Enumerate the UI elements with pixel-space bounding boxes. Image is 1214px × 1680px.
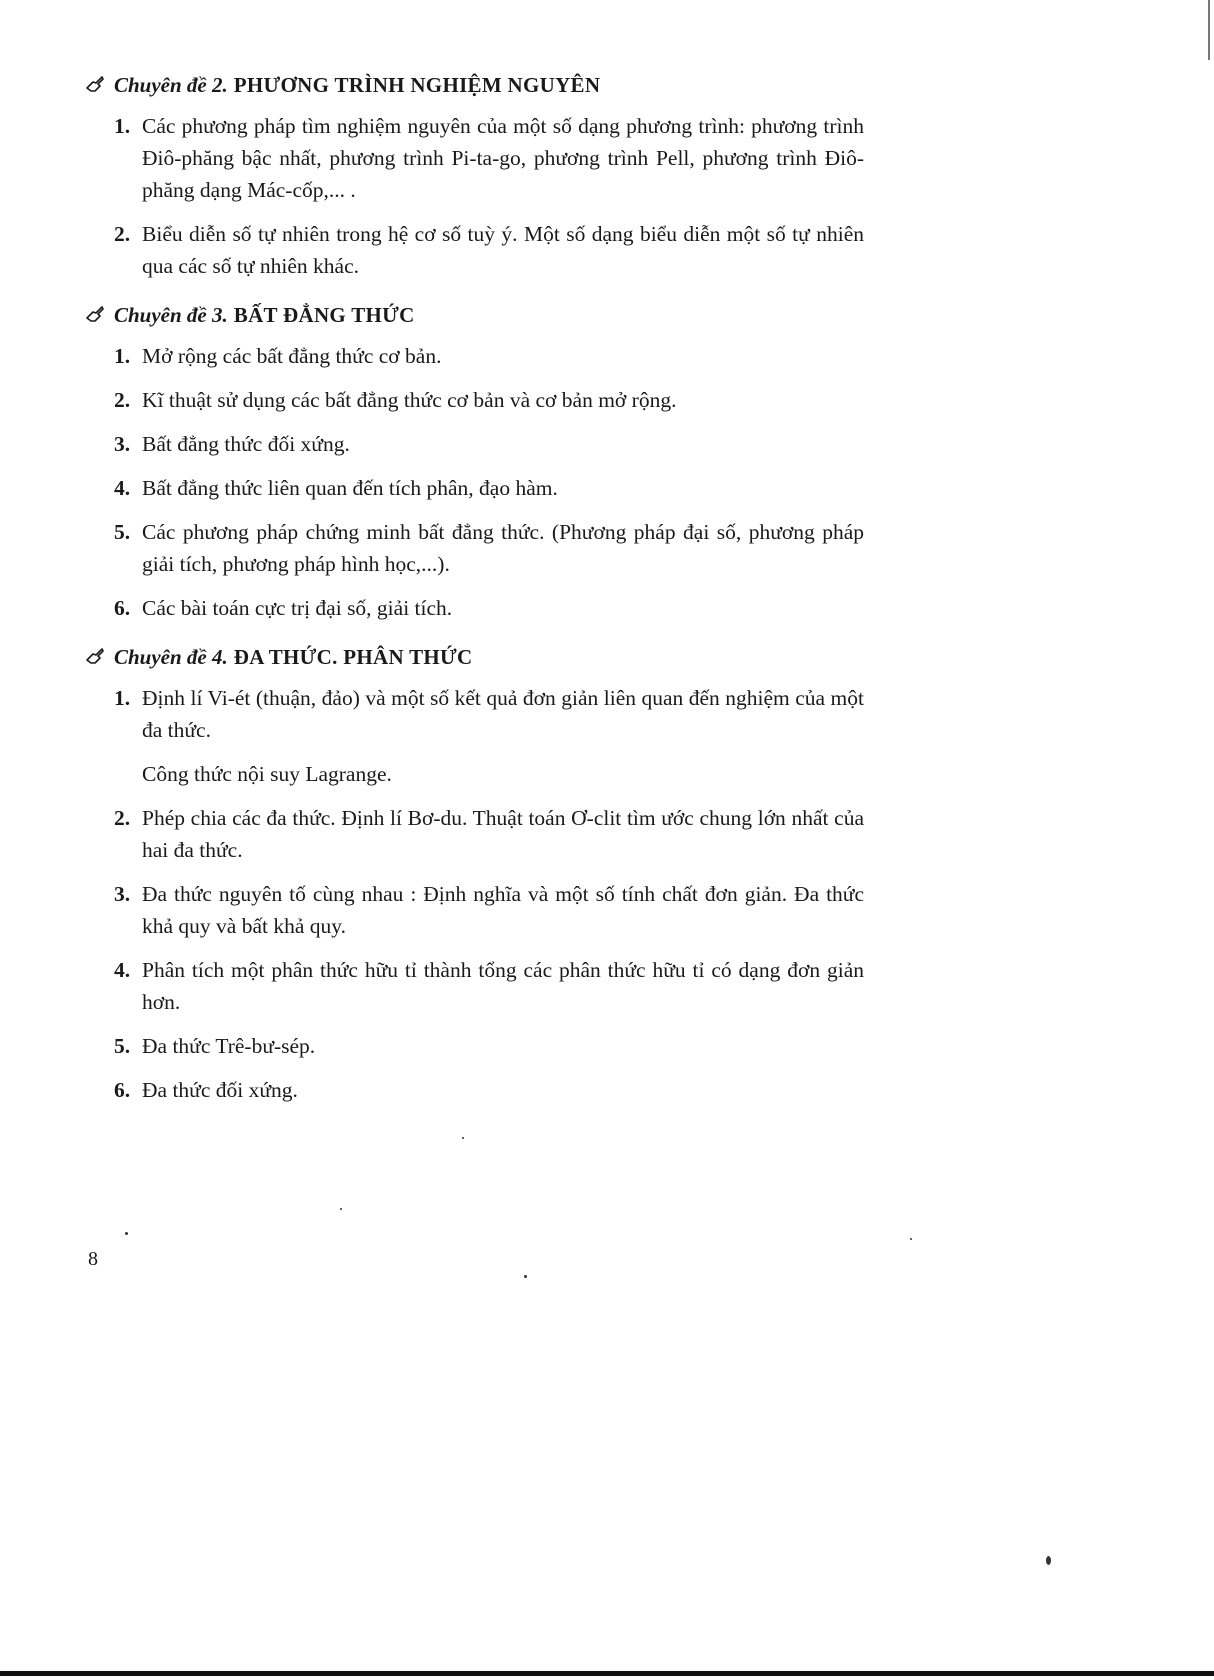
item-text: Bất đẳng thức đối xứng. (142, 432, 350, 456)
section-chuyen-de-4 (84, 642, 864, 1106)
item-number: 3. (114, 432, 131, 456)
item-text: Mở rộng các bất đẳng thức cơ bản. (142, 344, 442, 368)
list-item (84, 110, 864, 206)
item-number: 3. (114, 882, 131, 906)
item-number: 4. (114, 958, 131, 982)
item-text: Định lí Vi-ét (thuận, đảo) và một số kết quả đơn giản liên quan đến nghiệm của một đa thức. (142, 686, 864, 742)
item-number: 5. (114, 520, 131, 544)
list-item (84, 802, 864, 866)
list-item (84, 1030, 864, 1062)
item-number: 2. (114, 806, 131, 830)
section-prefix: Chuyên đề 2. (114, 73, 228, 97)
item-text: Kĩ thuật sử dụng các bất đẳng thức cơ bản và cơ bản mở rộng. (142, 388, 677, 412)
section-heading (84, 642, 864, 672)
item-number: 2. (114, 222, 131, 246)
page-number: 8 (88, 1248, 98, 1270)
item-text: Phân tích một phân thức hữu tỉ thành tổng các phân thức hữu tỉ có dạng đơn giản hơn. (142, 958, 864, 1014)
list-item (84, 340, 864, 372)
scan-speck (910, 1238, 912, 1240)
list-item (84, 1074, 864, 1106)
section-heading (84, 70, 864, 100)
scan-speck (524, 1275, 527, 1278)
pointing-hand-icon (84, 304, 106, 326)
section-prefix: Chuyên đề 4. (114, 645, 228, 669)
item-number: 6. (114, 1078, 131, 1102)
section-chuyen-de-3 (84, 300, 864, 624)
scan-speck (125, 1232, 128, 1235)
scan-speck (1046, 1556, 1051, 1565)
item-number: 6. (114, 596, 131, 620)
item-number: 4. (114, 476, 131, 500)
list-item (84, 592, 864, 624)
list-item (84, 516, 864, 580)
item-text: Phép chia các đa thức. Định lí Bơ-du. Thuật toán Ơ-clit tìm ước chung lớn nhất của hai đa thức. (142, 806, 864, 862)
item-number: 5. (114, 1034, 131, 1058)
page-content (84, 70, 864, 1124)
item-text: Bất đẳng thức liên quan đến tích phân, đạo hàm. (142, 476, 558, 500)
item-text: Các phương pháp tìm nghiệm nguyên của một số dạng phương trình: phương trình Điô-phăng bậc nhất, phương trình Pi-ta-go, phương trình Pell, phương trình Điô-phăng dạng Mác-cốp,... . (142, 114, 864, 202)
list-item (84, 954, 864, 1018)
section-heading (84, 300, 864, 330)
item-text: Đa thức đối xứng. (142, 1078, 298, 1102)
list-item (84, 218, 864, 282)
section-item-list (84, 110, 864, 282)
item-text: Biểu diễn số tự nhiên trong hệ cơ số tuỳ ý. Một số dạng biểu diễn một số tự nhiên qua các số tự nhiên khác. (142, 222, 864, 278)
section-chuyen-de-2 (84, 70, 864, 282)
section-title: BẤT ĐẲNG THỨC (233, 303, 415, 327)
scan-speck (340, 1208, 342, 1210)
section-item-list (84, 340, 864, 624)
list-item (84, 428, 864, 460)
list-item (84, 472, 864, 504)
section-title: PHƯƠNG TRÌNH NGHIỆM NGUYÊN (233, 73, 601, 97)
list-item (84, 384, 864, 416)
pointing-hand-icon (84, 74, 106, 96)
scan-edge-mark (1208, 0, 1210, 60)
item-text: Các phương pháp chứng minh bất đẳng thức. (Phương pháp đại số, phương pháp giải tích, phương pháp hình học,...). (142, 520, 864, 576)
item-number: 1. (114, 686, 131, 710)
scan-bottom-edge (0, 1671, 1214, 1676)
section-item-list (84, 682, 864, 1106)
pointing-hand-icon (84, 646, 106, 668)
item-text: Đa thức Trê-bư-sép. (142, 1034, 316, 1058)
item-number: 1. (114, 114, 131, 138)
scan-speck (462, 1137, 464, 1139)
section-title: ĐA THỨC. PHÂN THỨC (233, 645, 473, 669)
item-number: 2. (114, 388, 131, 412)
item-text: Đa thức nguyên tố cùng nhau : Định nghĩa và một số tính chất đơn giản. Đa thức khả quy và bất khả quy. (142, 882, 864, 938)
item-text: Các bài toán cực trị đại số, giải tích. (142, 596, 453, 620)
item-number: 1. (114, 344, 131, 368)
item-note: Công thức nội suy Lagrange. (142, 762, 392, 786)
section-prefix: Chuyên đề 3. (114, 303, 228, 327)
list-item (84, 878, 864, 942)
list-item (84, 682, 864, 790)
